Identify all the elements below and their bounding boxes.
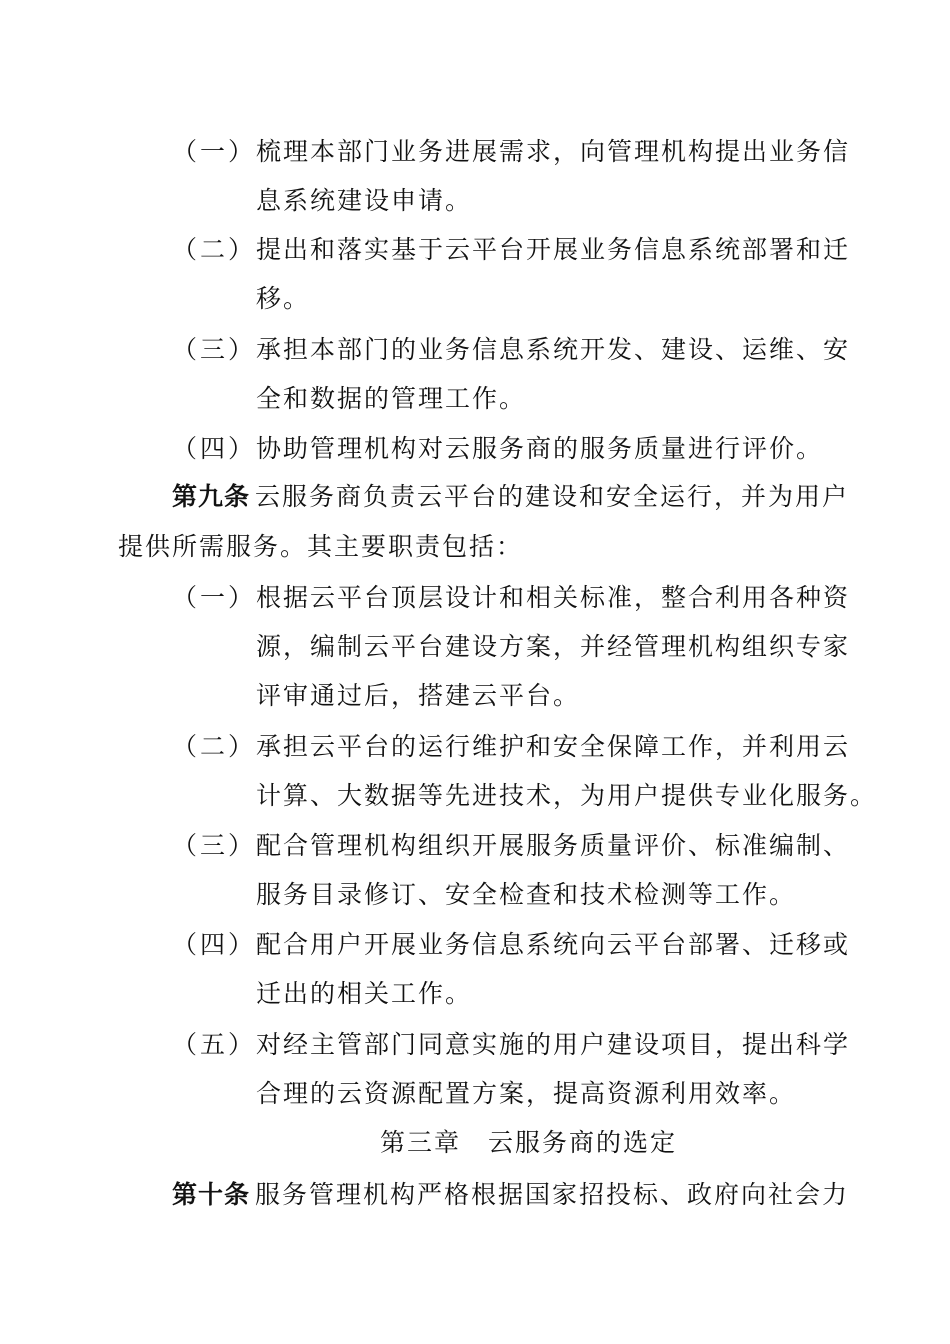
- item-marker: （一）: [172, 137, 257, 166]
- item-line: 提出和落实基于云平台开展业务信息系统部署和迁: [256, 235, 851, 264]
- item-line: 全和数据的管理工作。: [256, 384, 527, 413]
- item-line: 承担云平台的运行维护和安全保障工作，并利用云: [256, 732, 851, 761]
- article-label: 第十条: [172, 1180, 251, 1209]
- item-marker: （二）: [172, 235, 257, 264]
- article-intro: 云服务商负责云平台的建设和安全运行，并为用户: [255, 482, 850, 511]
- item-line: 协助管理机构对云服务商的服务质量进行评价。: [256, 434, 824, 463]
- article-intro-continued: 提供所需服务。其主要职责包括：: [118, 532, 524, 561]
- item-line: 息系统建设申请。: [256, 186, 473, 215]
- item-line: 计算、大数据等先进技术，为用户提供专业化服务。: [256, 781, 878, 810]
- item-line: 对经主管部门同意实施的用户建设项目，提出科学: [256, 1030, 851, 1059]
- article-text: 服务管理机构严格根据国家招投标、政府向社会力: [255, 1180, 850, 1209]
- item-line: 评审通过后，搭建云平台。: [256, 681, 581, 710]
- item-line: 服务目录修订、安全检查和技术检测等工作。: [256, 880, 797, 909]
- item-marker: （三）: [172, 335, 257, 364]
- item-line: 源，编制云平台建设方案，并经管理机构组织专家: [256, 632, 851, 661]
- item-marker: （四）: [172, 434, 257, 463]
- item-line: 移。: [256, 284, 311, 313]
- item-line: 配合管理机构组织开展服务质量评价、标准编制、: [256, 831, 851, 860]
- item-marker: （二）: [172, 732, 257, 761]
- item-marker: （三）: [172, 831, 257, 860]
- item-line: 承担本部门的业务信息系统开发、建设、运维、安: [256, 335, 851, 364]
- item-line: 迁出的相关工作。: [256, 979, 473, 1008]
- item-marker: （五）: [172, 1030, 257, 1059]
- item-marker: （四）: [172, 930, 257, 959]
- item-line: 梳理本部门业务进展需求，向管理机构提出业务信: [256, 137, 851, 166]
- item-marker: （一）: [172, 583, 257, 612]
- article-label: 第九条: [172, 482, 251, 511]
- item-line: 合理的云资源配置方案，提高资源利用效率。: [256, 1079, 797, 1108]
- chapter-heading: 第三章 云服务商的选定: [380, 1128, 678, 1157]
- item-line: 根据云平台顶层设计和相关标准，整合利用各种资: [256, 583, 851, 612]
- item-line: 配合用户开展业务信息系统向云平台部署、迁移或: [256, 930, 851, 959]
